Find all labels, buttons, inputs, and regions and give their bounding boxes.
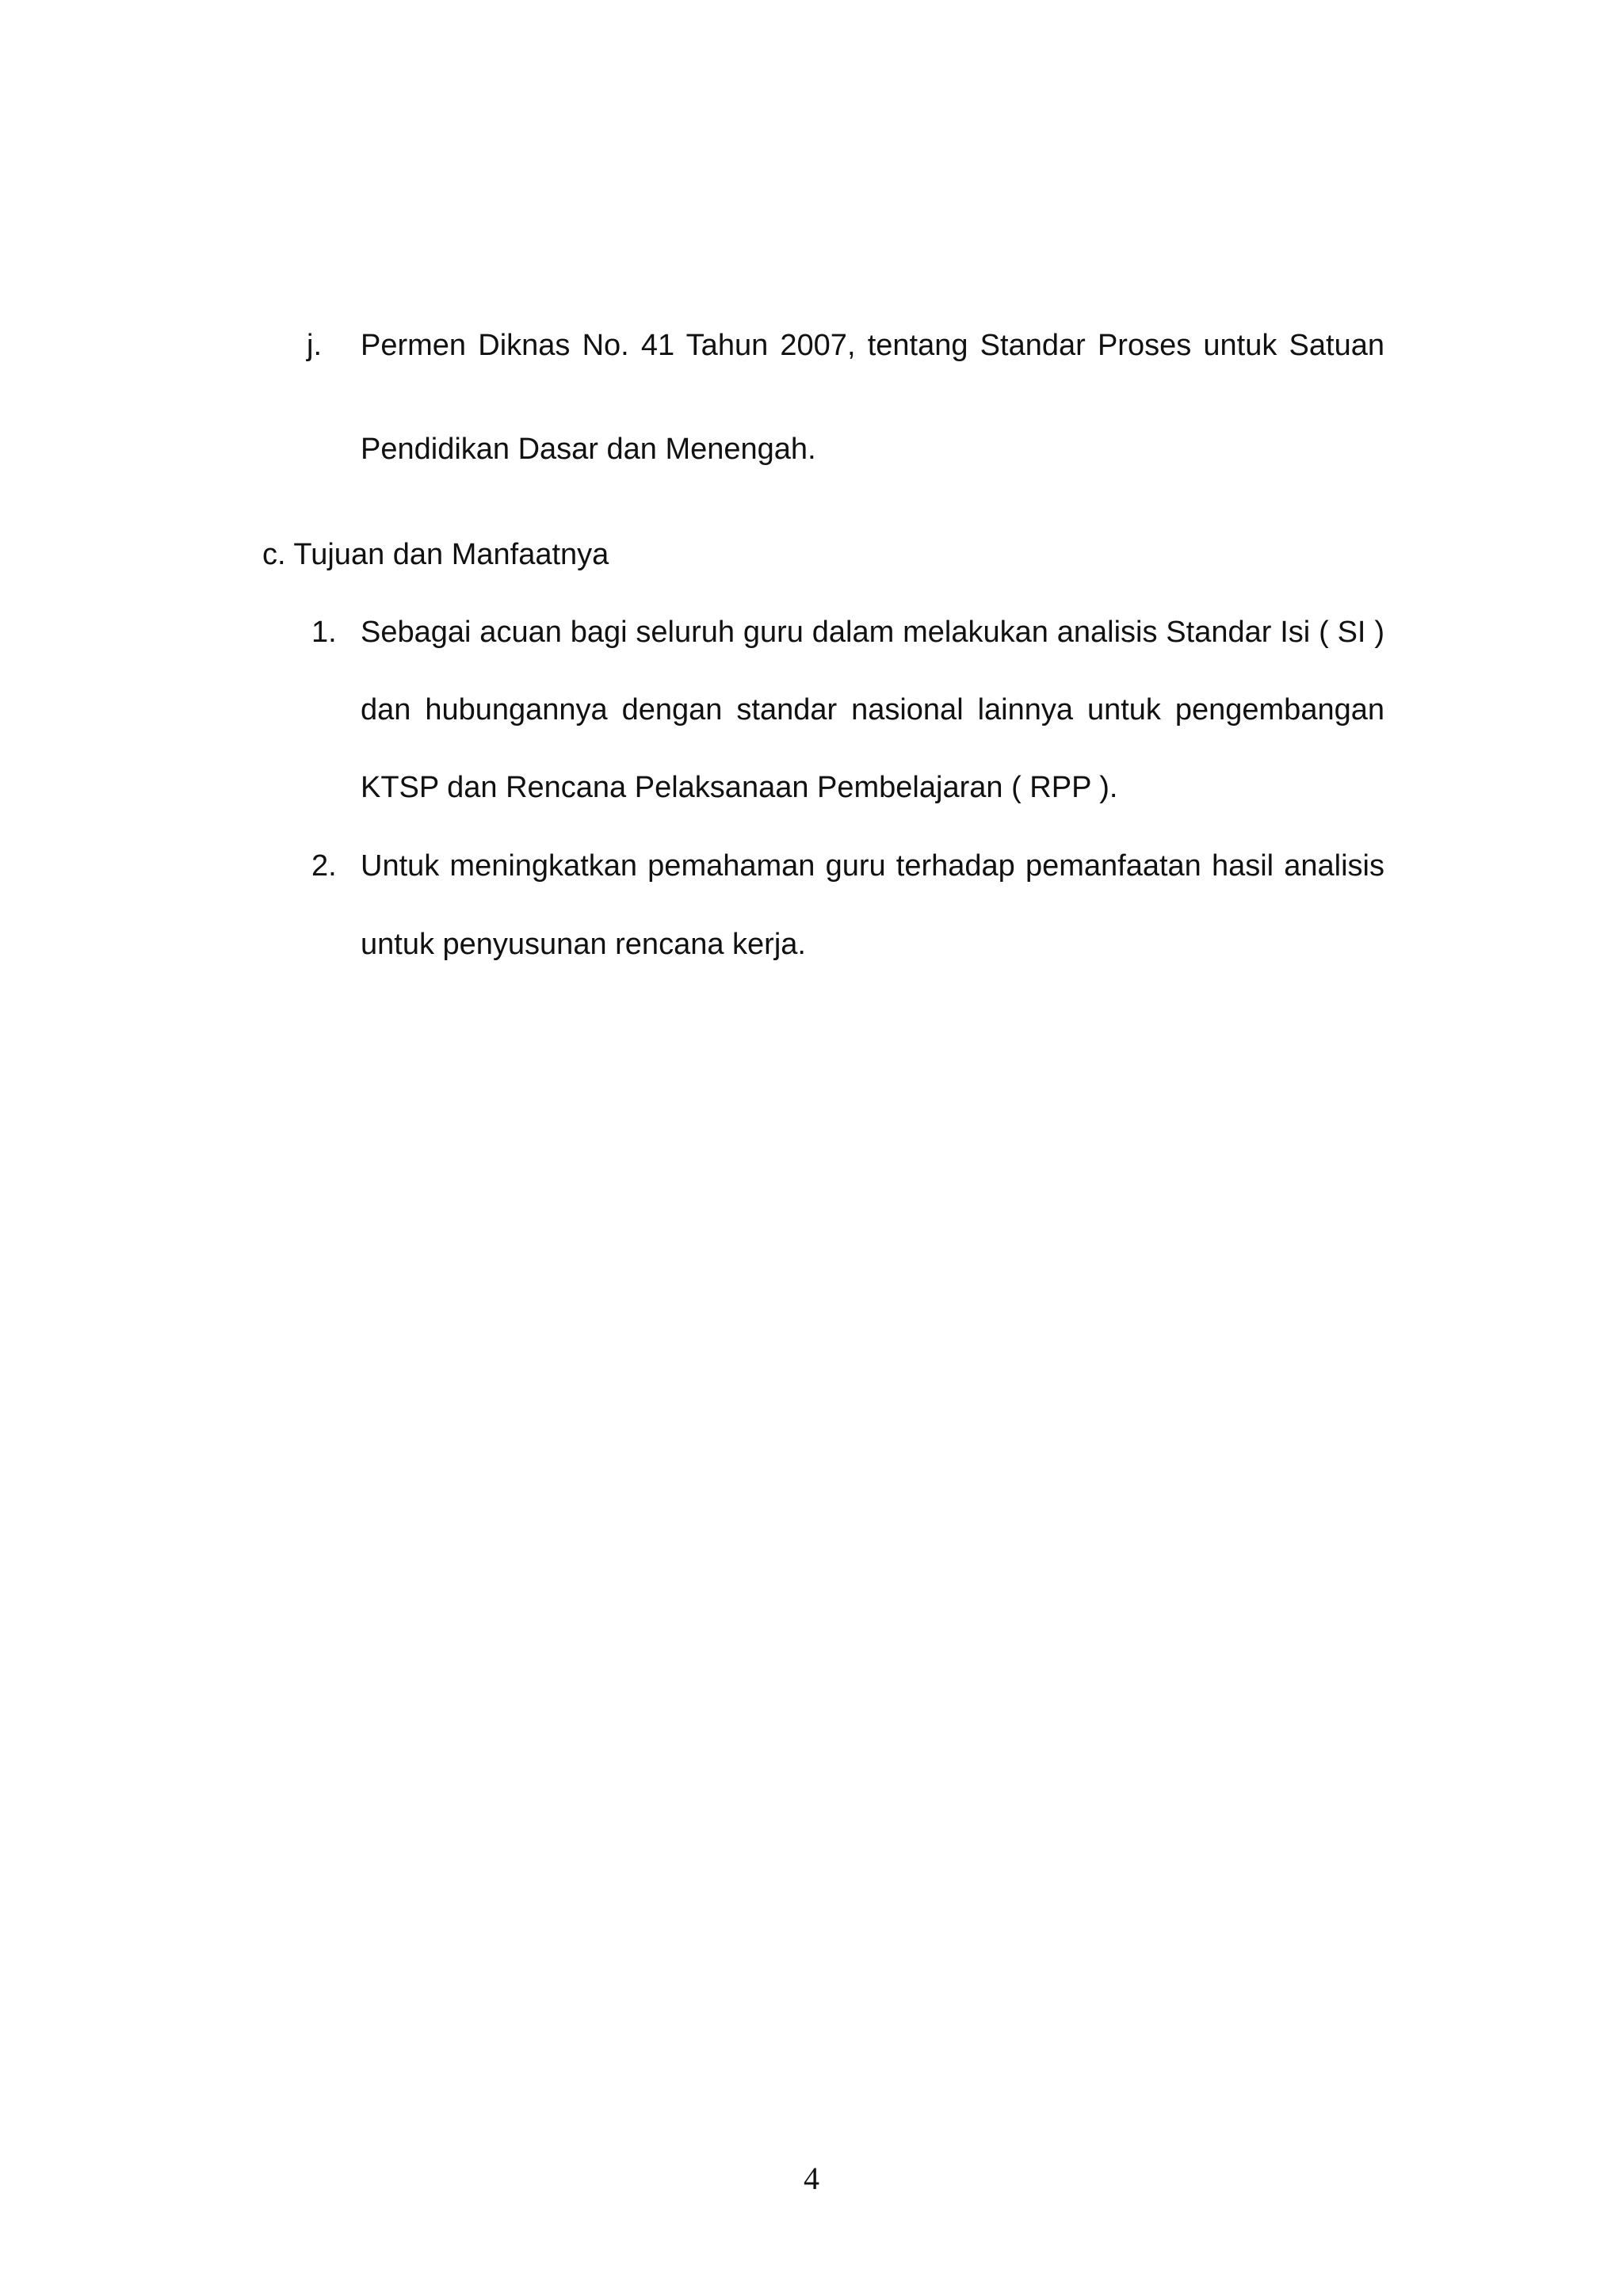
list-item-text-line: dan hubungannya dengan standar nasional lainnya untuk pengembangan xyxy=(361,693,1384,727)
section-heading: c. Tujuan dan Manfaatnya xyxy=(262,538,609,571)
list-item-text-line: Sebagai acuan bagi seluruh guru dalam melakukan analisis Standar Isi ( SI ) xyxy=(361,616,1384,649)
page-number: 4 xyxy=(804,2161,819,2196)
list-item-text-line: untuk penyusunan rencana kerja. xyxy=(361,928,806,961)
list-item-text-line: Permen Diknas No. 41 Tahun 2007, tentang Standar Proses untuk Satuan xyxy=(361,329,1384,362)
list-marker: 2. xyxy=(311,849,337,883)
list-item-text-line: Untuk meningkatkan pemahaman guru terhadap pemanfaatan hasil analisis xyxy=(361,849,1384,883)
list-item-j xyxy=(307,330,1384,473)
list-marker: j. xyxy=(307,329,322,362)
list-item-1 xyxy=(307,617,1384,807)
list-item-2 xyxy=(307,851,1384,970)
list-item-text-line: KTSP dan Rencana Pelaksanaan Pembelajaran ( RPP ). xyxy=(361,771,1118,804)
list-item-text-line: Pendidikan Dasar dan Menengah. xyxy=(361,433,816,466)
list-marker: 1. xyxy=(311,616,337,649)
